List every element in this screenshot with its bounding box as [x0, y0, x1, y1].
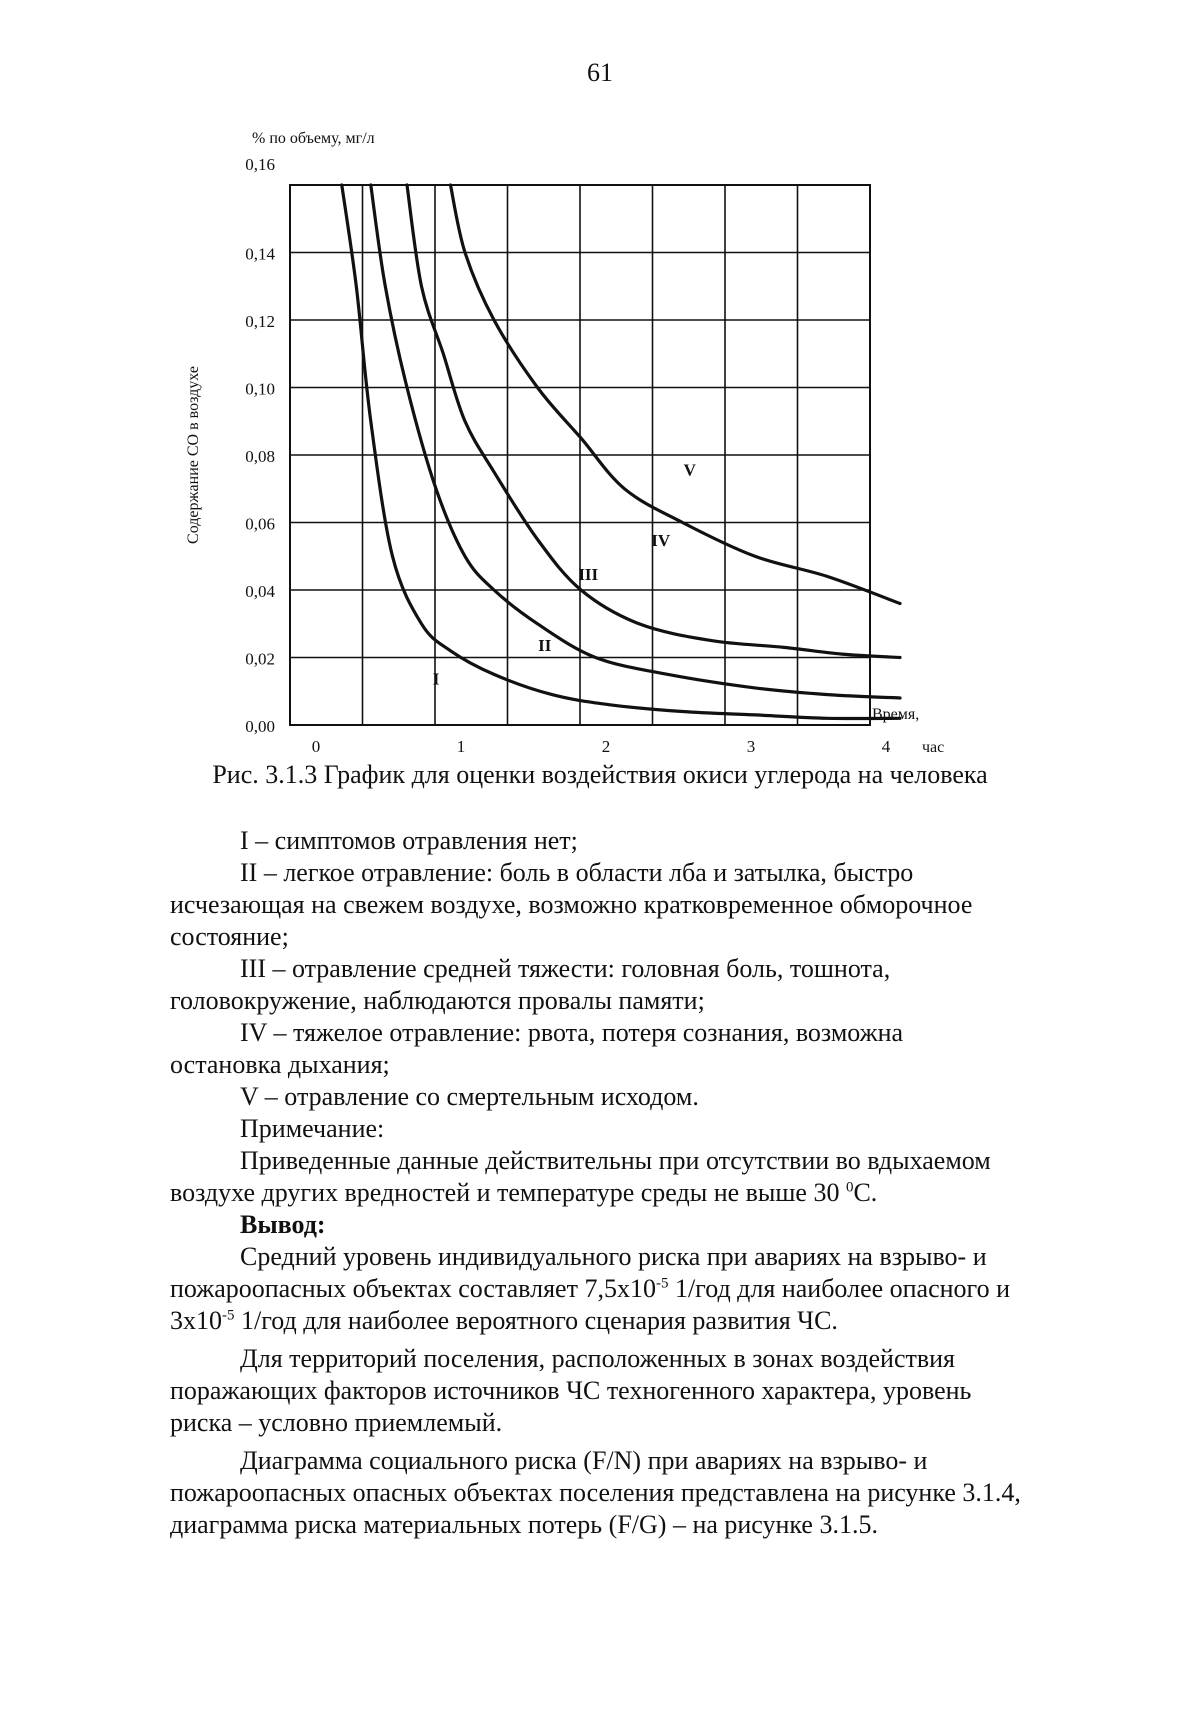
- x-axis-label-top: Время,: [872, 706, 920, 723]
- legend-IV-cont: остановка дыхания;: [170, 1050, 390, 1079]
- legend-III: III – отравление средней тяжести: головная боль, тошнота,: [240, 954, 891, 983]
- x-tick-label: 3: [746, 737, 756, 756]
- conclusion-p2-cont2: риска – условно приемлемый.: [170, 1408, 503, 1437]
- x-tick-label: 4: [881, 737, 891, 756]
- p1c-sup: -5: [222, 1307, 235, 1324]
- legend-II-cont2: состояние;: [170, 922, 289, 951]
- conclusion-p3-cont: пожароопасных опасных объектах поселения представлена на рисунке 3.1.4,: [170, 1478, 1021, 1507]
- y-axis-label: Содержание СО в воздухе: [185, 366, 202, 544]
- x-axis-label-bottom: час: [922, 739, 945, 756]
- y-tick-label: 0,04: [245, 582, 275, 601]
- document-body: [170, 825, 1100, 1541]
- page-number: 61: [587, 58, 613, 87]
- conclusion-title: Вывод:: [240, 1210, 326, 1239]
- x-tick-label: 0: [311, 737, 321, 756]
- p1c-pre: 3х10: [170, 1306, 222, 1335]
- legend-IV: IV – тяжелое отравление: рвота, потеря сознания, возможна: [240, 1018, 904, 1047]
- zone-label-V: V: [683, 460, 696, 480]
- y-tick-label: 0,12: [245, 312, 275, 331]
- legend-III-cont: головокружение, наблюдаются провалы памяти;: [170, 986, 705, 1015]
- x-tick-label: 1: [456, 737, 466, 756]
- note-text-pre: воздухе других вредностей и температуре среды не выше 30: [170, 1178, 846, 1207]
- conclusion-p2-cont: поражающих факторов источников ЧС техногенного характера, уровень: [170, 1376, 972, 1405]
- chart-grid: [290, 185, 870, 725]
- chart-series: [342, 185, 900, 719]
- curve-IV: [451, 185, 901, 604]
- legend-I: I – симптомов отравления нет;: [240, 826, 578, 855]
- conclusion-p1-cont: [170, 1273, 1100, 1305]
- legend-II-cont: исчезающая на свежем воздухе, возможно кратковременное обморочное: [170, 890, 973, 919]
- p1b-post: 1/год для наиболее опасного и: [668, 1274, 1010, 1303]
- zone-label-II: II: [538, 635, 552, 655]
- y-unit-label: % по объему, мг/л: [252, 130, 375, 147]
- note-text: Приведенные данные действительны при отсутствии во вдыхаемом: [240, 1146, 991, 1175]
- conclusion-p2: Для территорий поселения, расположенных в зонах воздействия: [240, 1344, 956, 1373]
- y-tick-label: 0,08: [245, 447, 275, 466]
- y-tick-label: 0,14: [245, 244, 275, 264]
- curve-III: [407, 185, 900, 658]
- conclusion-p3: Диаграмма социального риска (F/N) при авариях на взрыво- и: [240, 1446, 928, 1475]
- figure-caption: Рис. 3.1.3 График для оценки воздействия окиси углерода на человека: [212, 760, 988, 789]
- y-tick-label: 0,10: [245, 379, 275, 399]
- zone-label-I: I: [432, 669, 440, 689]
- y-tick-label: 0,00: [245, 717, 275, 736]
- co-exposure-chart: [0, 0, 1200, 760]
- conclusion-p3-cont2: диаграмма риска материальных потерь (F/G) – на рисунке 3.1.5.: [170, 1510, 878, 1539]
- conclusion-p1: Средний уровень индивидуального риска при авариях на взрыво- и: [240, 1242, 987, 1271]
- legend-II: II – легкое отравление: боль в области лба и затылка, быстро: [240, 858, 914, 887]
- note-text-post: С.: [853, 1178, 878, 1207]
- p1c-post: 1/год для наиболее вероятного сценария развития ЧС.: [234, 1306, 838, 1335]
- note-title: Примечание:: [240, 1114, 385, 1143]
- y-tick-label: 0,16: [245, 155, 275, 174]
- zone-label-III: III: [578, 564, 599, 584]
- note-text-cont: [170, 1177, 1100, 1209]
- note-degree-sup: 0: [845, 1179, 854, 1196]
- y-tick-label: 0,06: [245, 514, 275, 534]
- p1b-pre: пожароопасных объектах составляет 7,5х10: [170, 1274, 656, 1303]
- x-tick-label: 2: [601, 737, 611, 756]
- chart-labels: [185, 130, 944, 756]
- p1b-sup: -5: [655, 1275, 669, 1292]
- legend-V: V – отравление со смертельным исходом.: [240, 1082, 699, 1111]
- y-tick-label: 0,02: [245, 649, 275, 669]
- zone-label-IV: IV: [651, 531, 671, 551]
- conclusion-p1-cont2: [170, 1305, 1100, 1337]
